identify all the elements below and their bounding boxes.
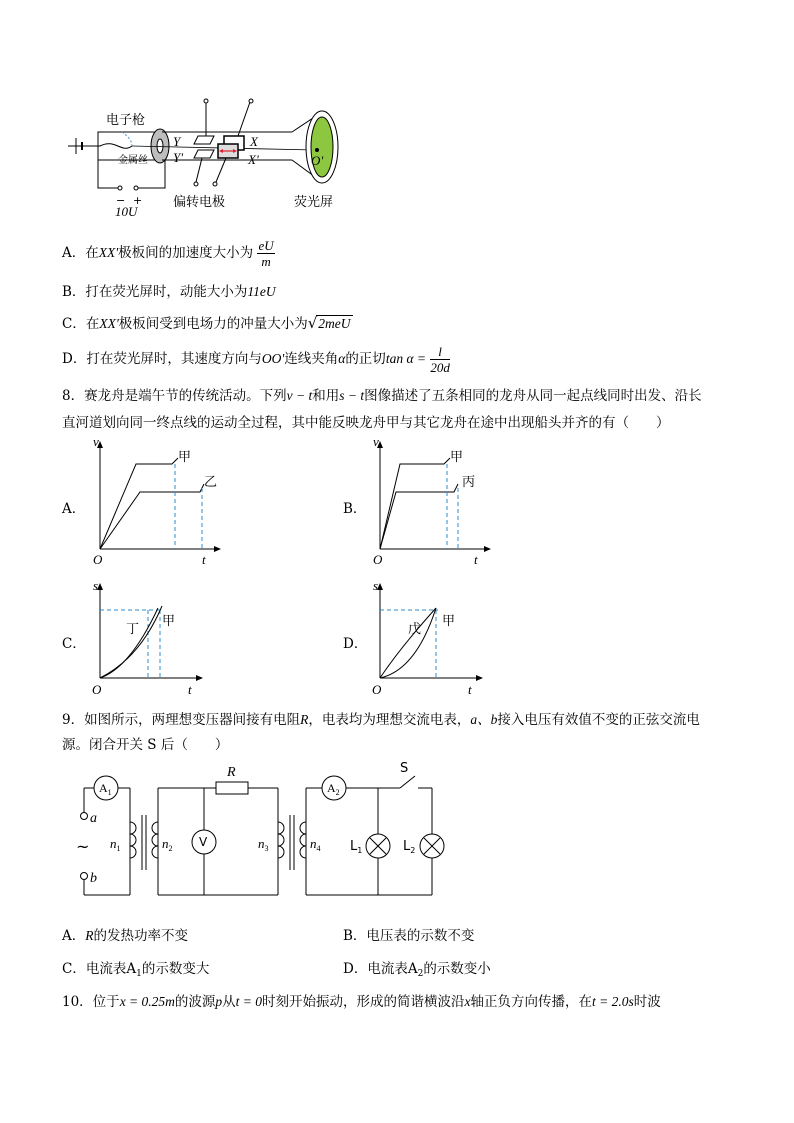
q9-option-d: [343, 957, 491, 979]
label-s: S: [400, 761, 409, 776]
q9-a-r: R: [85, 928, 94, 943]
label-r: R: [227, 765, 236, 780]
label-a: a: [90, 811, 97, 826]
q7-option-a: [62, 238, 275, 269]
q8-option-d-label: D．: [343, 636, 368, 652]
q8-stem-line1: [62, 384, 702, 404]
q9-b-text: B．电压表的示数不变: [343, 928, 475, 944]
q9-circuit: [70, 760, 450, 910]
q9-stem-r: R: [300, 712, 309, 727]
q8-graph-c: [90, 578, 210, 698]
q10-p-var: p: [215, 994, 223, 1009]
q9-stem-1c: 接入电压有效值不变的正弦交流电: [497, 712, 700, 728]
q7-d-alpha: α: [338, 351, 346, 366]
label-x: X: [250, 134, 258, 149]
d-axis-s: s: [373, 578, 379, 593]
a-label-yi: 乙: [204, 475, 218, 490]
label-y-prime: Y': [173, 150, 184, 165]
b-axis-t: t: [474, 552, 478, 567]
label-n2: $n_2$: [162, 836, 173, 853]
q9-option-b: [343, 924, 474, 944]
q7-a-den: m: [261, 254, 271, 269]
label-tilde: ~: [76, 837, 90, 856]
q10-p6: 时波: [633, 994, 661, 1010]
q10-p2: 的波源: [174, 994, 216, 1010]
q7-a-mid: 极板间的加速度大小为: [118, 245, 254, 261]
label-n3: $n_3$: [258, 836, 269, 853]
q10-x-eq: x = 0.25m: [119, 994, 175, 1009]
fluorescent-screen: [311, 117, 333, 177]
q8-stem-1b: 和用: [312, 388, 340, 404]
q9-a-post: 的发热功率不变: [93, 928, 188, 944]
q8-option-b-label: B．: [343, 501, 367, 517]
q10-t0: t = 0: [235, 994, 263, 1009]
q9-d-a: A: [407, 961, 418, 977]
q9-stem-1a: 9．如图所示，两理想变压器间接有电阻: [62, 712, 301, 728]
c-label-jia: 甲: [162, 614, 176, 629]
q7-c-val: 2meU: [318, 316, 351, 331]
q7-d-tan: tan α =: [385, 351, 427, 366]
label-metal-wire: 金属丝: [118, 155, 148, 166]
q9-a-pre: A．: [62, 928, 86, 944]
b-axis-v: v: [373, 436, 379, 449]
label-electron-gun: 电子枪: [106, 113, 146, 128]
q8-option-a-label: A．: [62, 501, 86, 517]
b-label-jia: 甲: [450, 450, 464, 465]
c-axis-o: O: [92, 682, 102, 697]
q9-stem-1b: ，电表均为理想交流电表，: [308, 712, 471, 728]
q9-option-a: [62, 924, 188, 944]
q8-stem-st: s − t: [339, 388, 365, 403]
q7-a-prefix: A．在: [62, 245, 99, 261]
q10-p1: 10．位于: [62, 994, 120, 1010]
q7-b-text: B．打在荧光屏时，动能大小为: [62, 284, 248, 300]
a-axis-v: v: [93, 436, 99, 449]
q8-stem-1c: 图像描述了五条相同的龙舟从同一起点线同时出发、沿长: [364, 388, 702, 404]
q8-stem-1a: 8．赛龙舟是端午节的传统活动。下列: [62, 388, 287, 404]
label-plus: +: [133, 194, 143, 207]
q10-x-var: x: [464, 994, 471, 1009]
q7-c-mid: 极板间受到电场力的冲量大小为: [118, 316, 308, 332]
q9-d-sub: 2: [417, 969, 424, 979]
label-n4: $n_4$: [310, 836, 321, 853]
d-axis-t: t: [468, 682, 472, 697]
q8-stem-2: 直河道划向同一终点线的运动全过程，其中能反映龙舟甲与其它龙舟在途中出现船头并齐的有（ ）: [62, 415, 670, 431]
q7-d-oo: OO': [261, 351, 285, 366]
a-axis-o: O: [93, 552, 103, 567]
b-axis-o: O: [373, 552, 383, 567]
q10-t2: t = 2.0s: [592, 994, 634, 1009]
label-screen: 荧光屏: [294, 195, 334, 210]
a-label-jia: 甲: [178, 450, 192, 465]
q8-option-c-label: C．: [62, 636, 86, 652]
q9-c-pre: C．电流表: [62, 961, 127, 977]
q7-d-fraction: [430, 344, 450, 375]
c-axis-t: t: [188, 682, 192, 697]
label-minus: −: [116, 194, 126, 207]
label-o-prime: O': [311, 153, 324, 168]
q7-a-num: eU: [258, 238, 274, 253]
q9-c-a: A: [126, 961, 137, 977]
q9-c-sub: 1: [136, 969, 142, 979]
q7-option-c: C．在XX'极板间受到电场力的冲量大小为√2meU: [62, 314, 351, 332]
q7-a-xx: XX': [98, 245, 119, 260]
b-label-bing: 丙: [462, 475, 476, 490]
q7-b-val: 11eU: [247, 284, 276, 299]
q7-d-num: l: [430, 344, 450, 360]
q7-d-prefix: D．打在荧光屏时，其速度方向与: [62, 351, 262, 367]
q9-d-pre: D．电流表: [343, 961, 408, 977]
q7-c-xx: XX': [99, 316, 119, 331]
label-x-prime: X': [248, 152, 259, 167]
q7-c-prefix: C．在: [62, 316, 100, 332]
d-label-wu: 戊: [408, 622, 422, 637]
q8-graph-b: [370, 436, 510, 572]
d-axis-o: O: [372, 682, 382, 697]
c-axis-s: s: [93, 578, 99, 593]
q8-stem-line2: [62, 411, 670, 431]
q9-option-c: [62, 957, 209, 979]
q7-d-den: 20d: [430, 360, 450, 375]
c-label-ding: 丁: [126, 622, 140, 637]
label-10u: 10U: [115, 204, 138, 216]
q7-option-b: [62, 280, 276, 300]
crt-diagram: [60, 98, 360, 216]
label-y: Y: [173, 134, 181, 149]
label-v: V: [199, 835, 208, 849]
d-label-jia: 甲: [442, 614, 456, 629]
q9-stem-2: 源。闭合开关 S 后（ ）: [62, 737, 229, 753]
q10-p4: 时刻开始振动，形成的简谐横波沿: [262, 994, 465, 1010]
label-l1: $L_1$: [350, 839, 363, 855]
q9-stem-line2: [62, 733, 228, 753]
q7-d-mid2: 的正切: [345, 351, 386, 367]
q9-d-post: 的示数变小: [423, 961, 491, 977]
q9-c-post: 的示数变大: [141, 961, 210, 977]
q8-stem-vt: v − t: [286, 388, 313, 403]
q7-a-fraction: [257, 238, 274, 269]
q9-stem-ab: a、b: [470, 712, 498, 727]
q10-stem: [62, 990, 661, 1010]
q7-d-mid: 连线夹角: [284, 351, 339, 367]
q7-option-d: [62, 344, 450, 375]
label-a2: $A_2$: [327, 781, 340, 797]
a-axis-t: t: [202, 552, 206, 567]
label-b: b: [90, 871, 97, 886]
q8-graph-d: [370, 578, 490, 698]
label-a1: $A_1$: [99, 781, 112, 797]
q9-stem-line1: [62, 708, 700, 728]
label-l2: $L_2$: [403, 839, 416, 855]
q10-p3: 从: [222, 994, 236, 1010]
q8-graph-a: [90, 436, 230, 572]
label-n1: $n_1$: [110, 836, 121, 853]
label-deflect: 偏转电极: [173, 195, 226, 210]
q10-p5: 轴正负方向传播，在: [470, 994, 593, 1010]
